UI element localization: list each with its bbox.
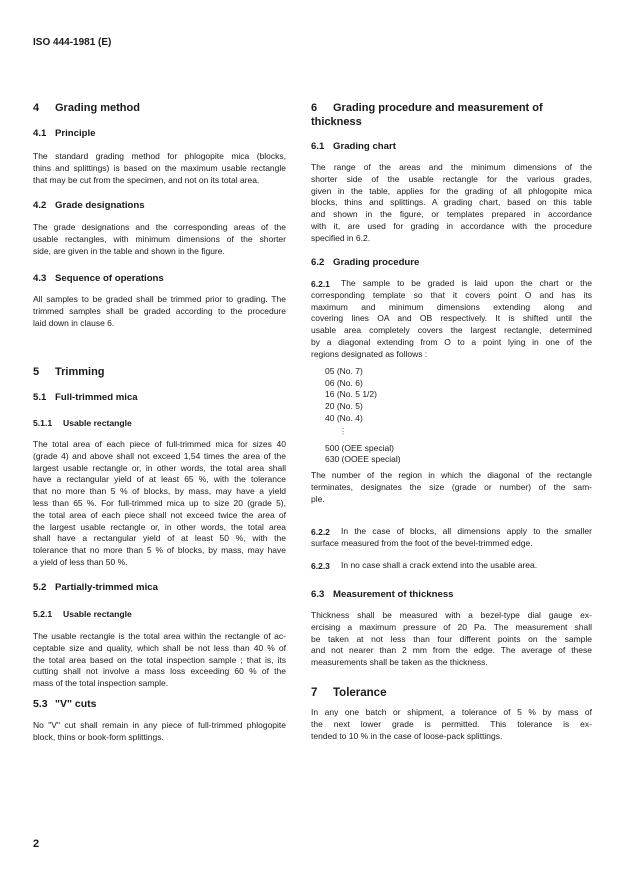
section-title: Grading procedure: [333, 257, 420, 268]
section-6-2-2-paragraph: [311, 526, 592, 550]
section-title: Grading chart: [333, 141, 396, 152]
section-number: 6.2: [311, 257, 325, 268]
section-title: Trimming: [55, 366, 105, 378]
section-5-3-heading: [33, 697, 286, 711]
section-number: 6.1: [311, 141, 325, 152]
text-line: be taken at not less than four different points on the sample: [311, 633, 592, 644]
region-item: 40 (No. 4): [325, 412, 363, 423]
text-line: The usable rectangle is the total area within the rectangle of ac-: [33, 631, 286, 641]
region-item: 630 (OOEE special): [325, 454, 401, 465]
text-line: cutting shall not involve a mass loss exceeding 60 % of the: [33, 666, 286, 677]
section-5-heading: [33, 365, 286, 379]
text-line: have a rectangular yield of at least 65 %, with the tolerance: [33, 474, 286, 485]
text-line: The number of the region in which the diagonal of the rectangle: [311, 470, 592, 480]
text-line: the next lower grade is permitted. This tolerance is ex-: [311, 718, 592, 729]
text-line: All samples to be graded shall be trimmed prior to grading. The: [33, 294, 286, 304]
text-line: Thickness shall be measured with a bezel-type dial gauge ex-: [311, 610, 592, 620]
section-title: Usable rectangle: [63, 609, 132, 619]
text-line: less than 65 %. For full-trimmed mica up to size 20 (grade 5),: [33, 497, 286, 508]
text-line: and shown in the figure, or templates prepared in accordance: [311, 209, 592, 220]
text-line: The grade designations and the corresponding areas of the: [33, 222, 286, 232]
section-7-heading: [311, 686, 592, 700]
section-title: Tolerance: [333, 687, 387, 699]
section-5-2-heading: [33, 582, 286, 593]
section-number: 4.3: [33, 273, 47, 284]
section-4-2-paragraph: [33, 222, 286, 257]
section-title: Usable rectangle: [63, 418, 132, 428]
section-number: 6.3: [311, 589, 325, 600]
section-title: Principle: [55, 128, 96, 139]
text-line: usable rectangles, with minimum dimensions of the shorter: [33, 233, 286, 244]
text-line: that may be cut from the specimen, and not on its total area.: [33, 174, 260, 185]
section-6-heading: [311, 101, 592, 129]
section-number: 6.2.3: [311, 561, 330, 571]
section-5-2-1-heading: [33, 609, 286, 619]
text-line: a yield of less than 50 %.: [33, 556, 128, 567]
text-line: The standard grading method for phlogopite mica (blocks,: [33, 151, 286, 161]
regions-list: [325, 366, 401, 466]
section-4-2-heading: [33, 200, 286, 211]
text-line: block, thins or book-form splittings.: [33, 731, 164, 742]
section-title: Grade designations: [55, 200, 145, 211]
document-header: ISO 444-1981 (E): [33, 37, 112, 48]
section-4-heading: [33, 101, 286, 115]
section-6-2-heading: [311, 257, 592, 268]
region-item: 500 (OEE special): [325, 442, 394, 453]
text-line: shall have a rectangular yield of at least 50 %, with the: [33, 533, 286, 544]
text-line: The range of the areas and the minimum dimensions of the: [311, 162, 592, 172]
text-line: shorter side of the usable rectangle for the various grades,: [311, 173, 592, 184]
text-line: specified in 6.2.: [311, 232, 371, 243]
text-line: given in the table, applies for the grading of all phlogopite mica: [311, 185, 592, 196]
text-line: maximum and minimum dimensions extending along and: [311, 301, 592, 312]
text-line: largest usable rectangle or, in other words, the total area shall: [33, 462, 286, 473]
section-5-1-1-paragraph: [33, 439, 286, 569]
text-line: with it, are used for grading in accordance with the procedure: [311, 220, 592, 231]
text-line: No "V" cut shall remain in any piece of full-trimmed phlogopite: [33, 720, 286, 730]
text-line: covering lines OA and OB respectively. It is shifted until the: [311, 313, 592, 324]
text-line: terminates, designates the size (grade or number) of the sam-: [311, 481, 592, 492]
section-6-3-heading: [311, 589, 592, 600]
region-item: 06 (No. 6): [325, 377, 363, 388]
section-number: 7: [311, 687, 318, 699]
text-line: tolerance that no more than 5 % of blocks, by mass, may have: [33, 545, 286, 556]
section-title: Grading procedure and measurement of: [333, 102, 543, 114]
section-6-2-1-conclusion: [311, 470, 592, 505]
text-line: In the case of blocks, all dimensions apply to the smaller: [341, 526, 592, 536]
section-6-2-2: [311, 526, 592, 550]
section-4-1-paragraph: [33, 151, 286, 186]
section-title: Grading method: [55, 102, 140, 114]
section-number: 5.1.1: [33, 418, 53, 428]
section-6-2-3-paragraph: [311, 560, 592, 572]
text-line: usable area completely covers the largest rectangle, determined: [311, 325, 592, 336]
text-line: ceptable size and quality, which shall be not less than 40 % of: [33, 642, 286, 653]
region-item: 05 (No. 7): [325, 366, 363, 376]
text-line: side, are given in the table and shown in the figure.: [33, 245, 225, 256]
text-line: surface measured from the foot of the bevel-trimmed edge.: [311, 537, 533, 548]
section-title: "V" cuts: [55, 698, 97, 710]
text-line: The total area of each piece of full-trimmed mica for sizes 40: [33, 439, 286, 449]
section-4-3-paragraph: [33, 294, 286, 329]
text-line: that no more than 5 % of blocks, by mass, may have a yield: [33, 486, 286, 497]
section-title: Partially-trimmed mica: [55, 582, 158, 593]
text-line: The sample to be graded is laid upon the chart or the: [341, 278, 592, 288]
region-item: 16 (No. 5 1/2): [325, 389, 377, 400]
section-6-2-1: [311, 278, 592, 361]
section-6-3-paragraph: [311, 610, 592, 669]
section-4-3-heading: [33, 273, 286, 284]
text-line: the total area based on the total inspection sample ; that is, its: [33, 654, 286, 665]
text-line: and not nearer than 2 mm from the edge. The average of these: [311, 645, 592, 656]
regions-ellipsis: ⋮: [339, 426, 347, 436]
text-line: blocks, thins and splittings. A grading chart, based on this table: [311, 197, 592, 208]
section-title: Full-trimmed mica: [55, 392, 138, 403]
text-line: corresponding template so that it covers point O and has its: [311, 289, 592, 300]
text-line: the largest usable rectangle or, in other words, the total area: [33, 521, 286, 532]
text-line: laid down in clause 6.: [33, 317, 115, 328]
section-number: 4.2: [33, 200, 47, 211]
text-line: measurements shall be taken as the thickness.: [311, 657, 488, 668]
text-line: thins and splittings) is based on the maximum usable rectangle: [33, 162, 286, 173]
section-number: 5.1: [33, 392, 47, 403]
section-7-paragraph: [311, 707, 592, 742]
section-5-1-1-heading: [33, 418, 286, 428]
section-number: 4.1: [33, 128, 47, 139]
section-title: Sequence of operations: [55, 273, 164, 284]
text-line: mass of the total inspection sample.: [33, 678, 169, 689]
section-number: 5.3: [33, 698, 48, 710]
text-line: In any one batch or shipment, a tolerance of 5 % by mass of: [311, 707, 592, 717]
section-title-continued: thickness: [311, 116, 362, 128]
section-6-1-paragraph: [311, 162, 592, 245]
text-line: ercising a maximum pressure of 20 Pa. The measurement shall: [311, 621, 592, 632]
section-number: 5.2: [33, 582, 47, 593]
section-5-2-1-paragraph: [33, 631, 286, 690]
section-6-2-3: [311, 560, 592, 572]
section-number: 5: [33, 366, 40, 378]
section-title: Measurement of thickness: [333, 589, 454, 600]
section-number: 4: [33, 102, 40, 114]
region-item: 20 (No. 5): [325, 401, 363, 412]
text-line: ple.: [311, 493, 325, 504]
section-number: 6: [311, 102, 318, 114]
section-4-1-heading: [33, 128, 286, 139]
section-5-3-paragraph: [33, 720, 286, 744]
text-line: tended to 10 % in the case of loose-pack splittings.: [311, 730, 503, 741]
page-number: 2: [33, 838, 40, 850]
text-line: trimmed samples shall be graded according to the procedure: [33, 305, 286, 316]
text-line: regions designated as follows :: [311, 348, 428, 359]
section-number: 6.2.2: [311, 527, 330, 537]
section-6-2-1-paragraph: [311, 278, 592, 361]
section-number: 6.2.1: [311, 279, 330, 289]
section-number: 5.2.1: [33, 609, 53, 619]
text-line: In no case shall a crack extend into the usable area.: [341, 560, 538, 570]
section-5-1-heading: [33, 392, 286, 403]
text-line: the total area of each piece shall not exceed twice the area of: [33, 509, 286, 520]
text-line: (grade 4) and above shall not exceed 1,54 times the area of the: [33, 450, 286, 461]
text-line: by a diagonal extending from O to a point lying in one of the: [311, 336, 592, 347]
section-6-1-heading: [311, 141, 592, 152]
